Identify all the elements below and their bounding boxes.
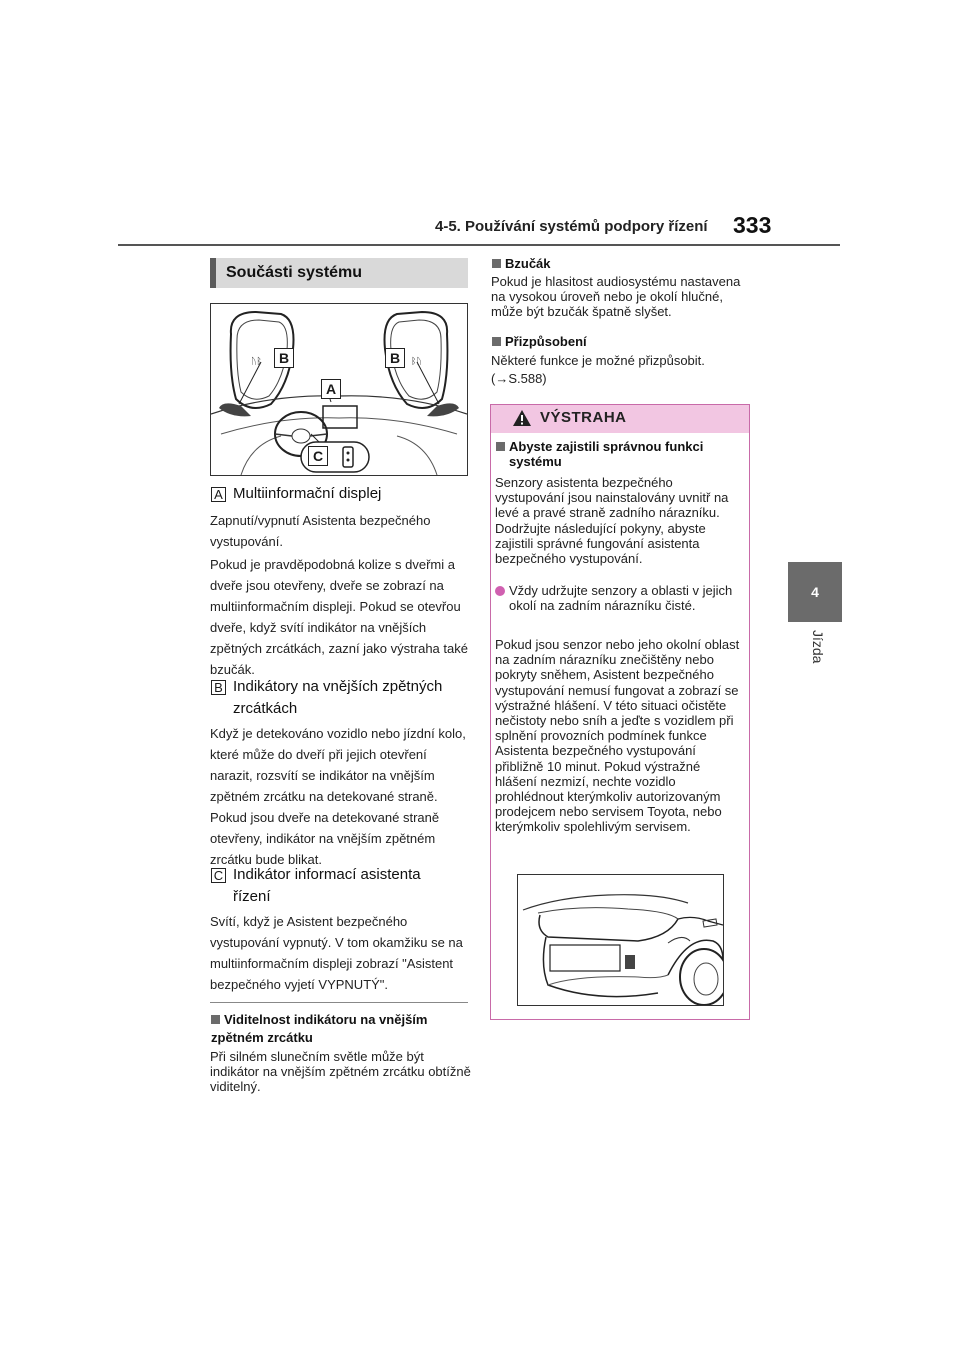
legend-box-b: B — [211, 680, 226, 695]
item-b-text: Když je detekováno vozidlo nebo jízdní kolo, které může do dveří při jejich otevření narazit, rozsvítí se indikátor na vnějším zpětném zrcátku na detekované straně. Pokud jsou dveře na detekované straně otevřeny, indikátor na vnějším zpětném zrcátku bude blikat. — [210, 726, 466, 867]
svg-text:ᚢᛒ: ᚢᛒ — [251, 357, 262, 367]
chapter-number: 4 — [811, 584, 819, 600]
buzzer-heading — [492, 255, 551, 273]
dashboard-figure — [210, 303, 468, 476]
svg-text:ᛒᚢ: ᛒᚢ — [411, 357, 422, 367]
chapter-label-wrap — [800, 630, 830, 690]
chapter-label: Jízda — [810, 630, 826, 664]
warning-triangle-icon — [512, 409, 532, 427]
item-b-title: Indikátory na vnějších zpětných zrcátkách — [233, 678, 443, 717]
figure-label-b-right: B — [385, 348, 405, 368]
bumper-figure — [517, 874, 724, 1006]
note-bullet-icon — [211, 1015, 220, 1024]
legend-box-a: A — [211, 487, 226, 502]
note-heading — [211, 1011, 473, 1047]
warning-dot-icon — [495, 586, 505, 596]
item-a-text-1: Zapnutí/vypnutí Asistenta bezpečného vystupování. — [210, 513, 431, 549]
note-title: Viditelnost indikátoru na vnějším zpětném zrcátku — [211, 1012, 428, 1045]
figure-label-c: C — [308, 446, 328, 466]
header-rule — [118, 244, 840, 246]
custom-ref: (→S.588) — [491, 371, 547, 386]
buzzer-bullet-icon — [492, 259, 501, 268]
item-c-title: Indikátor informací asistenta řízení — [233, 866, 421, 905]
warning-bullet-text: Vždy udržujte senzory a oblasti v jejich okolí na zadním nárazníku čisté. — [509, 583, 733, 614]
warning-sub-bullet-icon — [496, 442, 505, 451]
note-text: Při silném slunečním světle může být indikátor na vnějším zpětném zrcátku obtížně viditelný. — [210, 1049, 471, 1095]
page-number: 333 — [733, 212, 772, 238]
warning-subheading — [496, 439, 744, 469]
buzzer-text: Pokud je hlasitost audiosystému nastavena na vysokou úroveň nebo je okolí hlučné, může být bzučák špatně slyšet. — [491, 274, 741, 320]
custom-title: Přizpůsobení — [505, 334, 587, 349]
figure-label-b-left: B — [274, 348, 294, 368]
figure-label-a: A — [321, 379, 341, 399]
item-c-text: Svítí, když je Asistent bezpečného vystupování vypnutý. V tom okamžiku se na multiinformačním displeji zobrazí "Asistent bezpečného vyjetí VYPNUTÝ". — [210, 914, 463, 992]
left-divider — [210, 1002, 468, 1003]
warning-subtitle: Abyste zajistili správnou funkci systému — [509, 439, 704, 469]
warning-text: Pokud jsou senzor nebo jeho okolní oblast na zadním nárazníku znečištěny nebo pokryty sněhem, Asistent bezpečného vystupování nemusí fungovat a zobrazí se výstražné hlášení. V této situaci očistěte nečistoty nebo sníh a jeďte s vozidlem při splnění provozních podmínek funkce Asistenta bezpečného vystupování přibližně 10 minut. Pokud výstražné hlášení nezmizí, nechte vozidlo prohlédnout kterýmkoliv autorizovaným prodejcem nebo servisem Toyota, nebo kterýmkoliv spolehlivým servisem. — [495, 637, 740, 835]
chapter-tab — [788, 562, 842, 622]
warning-intro: Senzory asistenta bezpečného vystupování jsou nainstalovány uvnitř na levé a pravé straně zadního nárazníku. Dodržujte následující pokyny, abyste zajistili správné fungování asistenta bezpečného vystupování. — [495, 475, 729, 567]
custom-bullet-icon — [492, 337, 501, 346]
section-title: Součásti systému — [210, 258, 468, 288]
chapter-title: 4-5. Používání systémů podpory řízení — [435, 218, 708, 235]
custom-heading — [492, 333, 587, 351]
warning-title: VÝSTRAHA — [540, 409, 627, 426]
item-a-text-2: Pokud je pravděpodobná kolize s dveřmi a dveře jsou otevřeny, dveře se zobrazí na multiinformačním displeji. Pokud se otevřou dveře, když svítí indikátor na vnějších zpětných zrcátkách, zazní jako výstraha také bzučák. — [210, 557, 468, 677]
buzzer-title: Bzučák — [505, 256, 551, 271]
item-a-title: Multiinformační displej — [233, 485, 382, 502]
warning-bullet-item — [495, 583, 745, 613]
custom-text: Některé funkce je možné přizpůsobit. — [491, 353, 705, 368]
rear-bumper-illustration — [518, 875, 723, 1005]
legend-box-c: C — [211, 868, 226, 883]
